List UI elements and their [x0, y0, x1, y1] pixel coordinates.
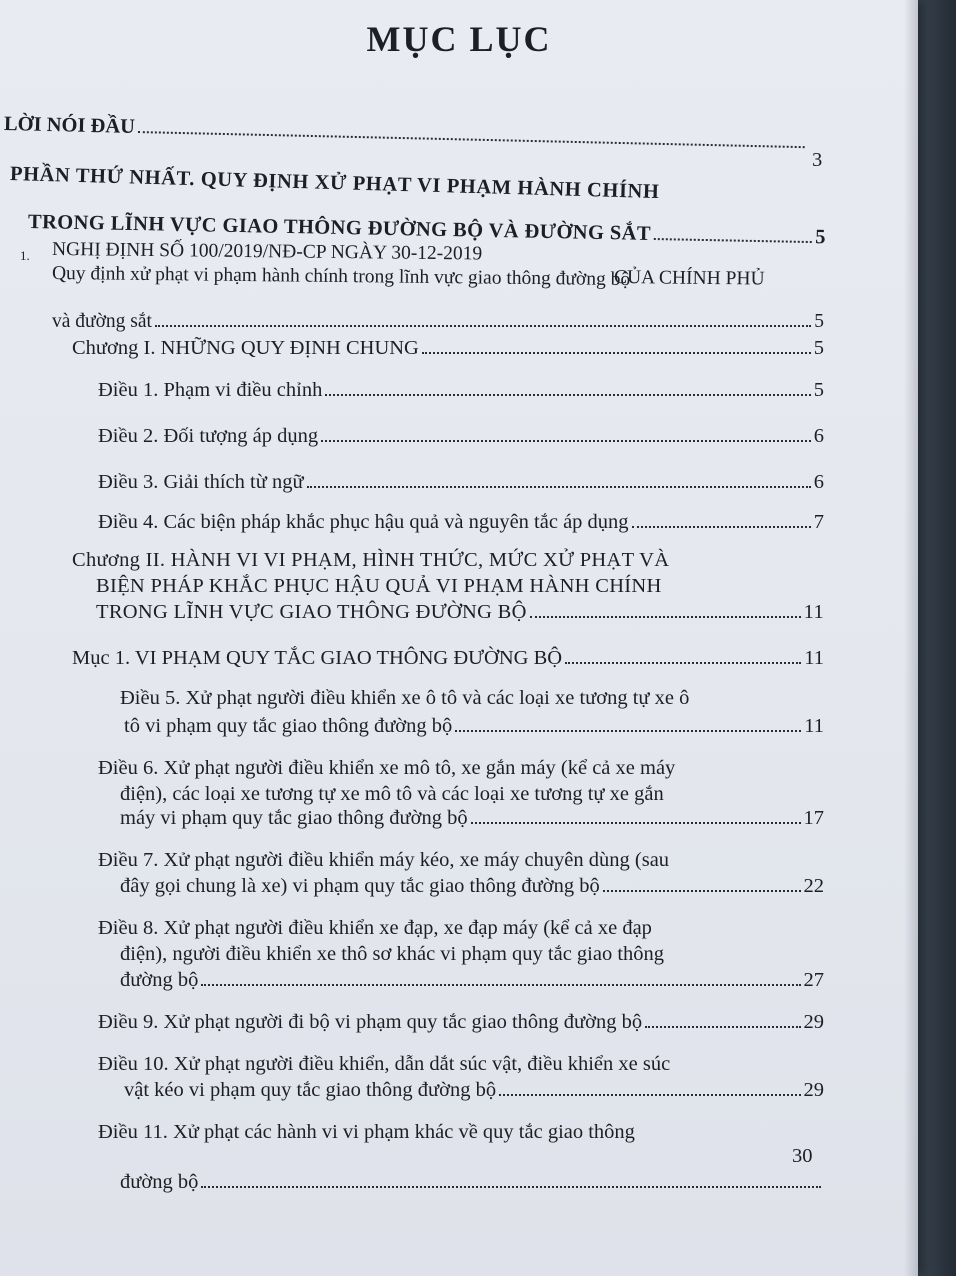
dot-leader — [499, 1088, 800, 1096]
toc-entry-label: Điều 9. Xử phạt người đi bộ vi phạm quy tắc giao thông đường bộ — [98, 1011, 643, 1033]
dot-leader — [307, 480, 811, 488]
toc-entry-line: điện), người điều khiển xe thô sơ khác vi phạm quy tắc giao thông — [120, 943, 665, 965]
toc-page-number: 5 — [814, 311, 824, 332]
toc-entry-dieu-7[interactable] — [120, 874, 824, 898]
toc-page-number: 29 — [803, 1011, 824, 1033]
toc-page-number: 5 — [813, 337, 824, 359]
toc-entry-label: đường bộ — [120, 969, 199, 991]
toc-entry-label: máy vi phạm quy tắc giao thông đường bộ — [120, 807, 468, 829]
toc-entry-label: và đường sắt — [52, 311, 152, 332]
toc-entry-line: Điều 11. Xử phạt các hành vi vi phạm khác về quy tắc giao thông — [98, 1121, 635, 1143]
toc-page-number: 30 — [792, 1145, 813, 1167]
toc-entry-label: Điều 1. Phạm vi điều chỉnh — [98, 379, 323, 401]
decree-overlay-text: CỦA CHÍNH PHỦ — [613, 267, 765, 290]
chapter-heading-line: Chương II. HÀNH VI VI PHẠM, HÌNH THỨC, MỨC XỬ PHẠT VÀ — [72, 549, 670, 571]
toc-page-number: 5 — [814, 226, 827, 249]
toc-entry-chapter-2[interactable] — [96, 600, 824, 624]
dot-leader — [632, 520, 811, 528]
dot-leader — [565, 656, 801, 664]
page-title: MỤC LỤC — [366, 19, 552, 59]
toc-entry-line: Điều 8. Xử phạt người điều khiển xe đạp, xe đạp máy (kể cả xe đạp — [98, 917, 652, 939]
chapter-heading-line: BIỆN PHÁP KHẮC PHỤC HẬU QUẢ VI PHẠM HÀNH CHÍNH — [96, 575, 662, 597]
toc-entry-dieu-4[interactable] — [98, 510, 824, 534]
toc-entry-label: Điều 2. Đối tượng áp dụng — [98, 425, 319, 447]
toc-entry-dieu-1[interactable] — [98, 378, 824, 402]
toc-entry-dieu-10[interactable] — [124, 1078, 824, 1102]
toc-entry-preface[interactable] — [4, 112, 808, 154]
toc-entry-label: Điều 4. Các biện pháp khắc phục hậu quả và nguyên tắc áp dụng — [98, 511, 629, 533]
toc-page-number: 7 — [813, 511, 824, 533]
page-edge-shadow — [904, 0, 918, 1276]
toc-entry-line: điện), các loại xe tương tự xe mô tô và các loại xe tương tự xe gắn — [120, 783, 664, 805]
dot-leader — [530, 610, 801, 618]
toc-entry-label: TRONG LĨNH VỰC GIAO THÔNG ĐƯỜNG BỘ VÀ ĐƯỜNG SẮT — [27, 211, 652, 245]
toc-entry-label: đây gọi chung là xe) vi phạm quy tắc giao thông đường bộ — [120, 875, 600, 897]
toc-entry-label: LỜI NÓI ĐẦU — [3, 113, 136, 138]
toc-entry-dieu-11[interactable] — [120, 1170, 824, 1194]
toc-page-number: 27 — [803, 969, 824, 991]
toc-entry-label: Chương I. NHỮNG QUY ĐỊNH CHUNG — [72, 337, 419, 359]
toc-entry-label: TRONG LĨNH VỰC GIAO THÔNG ĐƯỜNG BỘ — [96, 601, 527, 623]
toc-entry-line: Điều 7. Xử phạt người điều khiển máy kéo, xe máy chuyên dùng (sau — [98, 849, 670, 871]
toc-entry-label: Mục 1. VI PHẠM QUY TẮC GIAO THÔNG ĐƯỜNG BỘ — [72, 647, 563, 669]
dot-leader — [603, 884, 801, 892]
toc-page-number: 5 — [813, 379, 824, 401]
toc-entry-dieu-5[interactable] — [124, 714, 824, 738]
dot-leader — [201, 978, 800, 986]
toc-entry-line: Điều 10. Xử phạt người điều khiển, dẫn dắt súc vật, điều khiển xe súc — [98, 1053, 671, 1075]
toc-entry-dieu-3[interactable] — [98, 470, 824, 494]
toc-page-number: 29 — [803, 1079, 824, 1101]
toc-entry-label: tô vi phạm quy tắc giao thông đường bộ — [124, 715, 453, 737]
part-heading-line: PHẦN THỨ NHẤT. QUY ĐỊNH XỬ PHẠT VI PHẠM HÀNH CHÍNH — [9, 163, 660, 204]
toc-page-number: 11 — [803, 601, 824, 623]
dot-leader — [654, 232, 812, 243]
toc-page-number: 6 — [813, 425, 824, 447]
decree-title-line: Quy định xử phạt vi phạm hành chính trong lĩnh vực giao thông đường bộ — [51, 263, 631, 291]
toc-entry-chapter-1[interactable] — [72, 336, 824, 360]
toc-page-number: 17 — [803, 807, 824, 829]
decree-title-line: NGHỊ ĐỊNH SỐ 100/2019/NĐ-CP NGÀY 30-12-2019 — [51, 239, 483, 265]
toc-page-number: 22 — [803, 875, 824, 897]
dot-leader — [471, 816, 801, 824]
dot-leader — [645, 1020, 800, 1028]
list-number: 1. — [20, 248, 30, 263]
toc-entry-line: Điều 6. Xử phạt người điều khiển xe mô tô, xe gắn máy (kể cả xe máy — [98, 757, 676, 779]
toc-page-number: 11 — [804, 647, 824, 669]
dot-leader — [321, 434, 811, 442]
toc-entry-dieu-6[interactable] — [120, 806, 824, 830]
toc-page-number: 11 — [804, 715, 824, 737]
toc-entry-dieu-8[interactable] — [120, 968, 824, 992]
toc-page-number: 3 — [812, 149, 823, 171]
dot-leader — [455, 724, 801, 732]
toc-entry-label: vật kéo vi phạm quy tắc giao thông đường bộ — [124, 1079, 497, 1101]
toc-entry-decree[interactable] — [52, 310, 824, 334]
toc-entry-muc-1[interactable] — [72, 646, 824, 670]
dot-leader — [138, 125, 805, 148]
dot-leader — [325, 388, 810, 396]
toc-entry-line: Điều 5. Xử phạt người điều khiển xe ô tô và các loại xe tương tự xe ô — [120, 687, 690, 709]
background-surface — [916, 0, 956, 1276]
dot-leader — [155, 319, 811, 327]
toc-entry-dieu-9[interactable] — [98, 1010, 824, 1034]
dot-leader — [422, 346, 811, 354]
toc-entry-dieu-2[interactable] — [98, 424, 824, 448]
toc-entry-label: đường bộ — [120, 1171, 199, 1193]
toc-page-number: 6 — [813, 471, 824, 493]
dot-leader — [201, 1180, 821, 1188]
toc-entry-label: Điều 3. Giải thích từ ngữ — [98, 471, 304, 493]
